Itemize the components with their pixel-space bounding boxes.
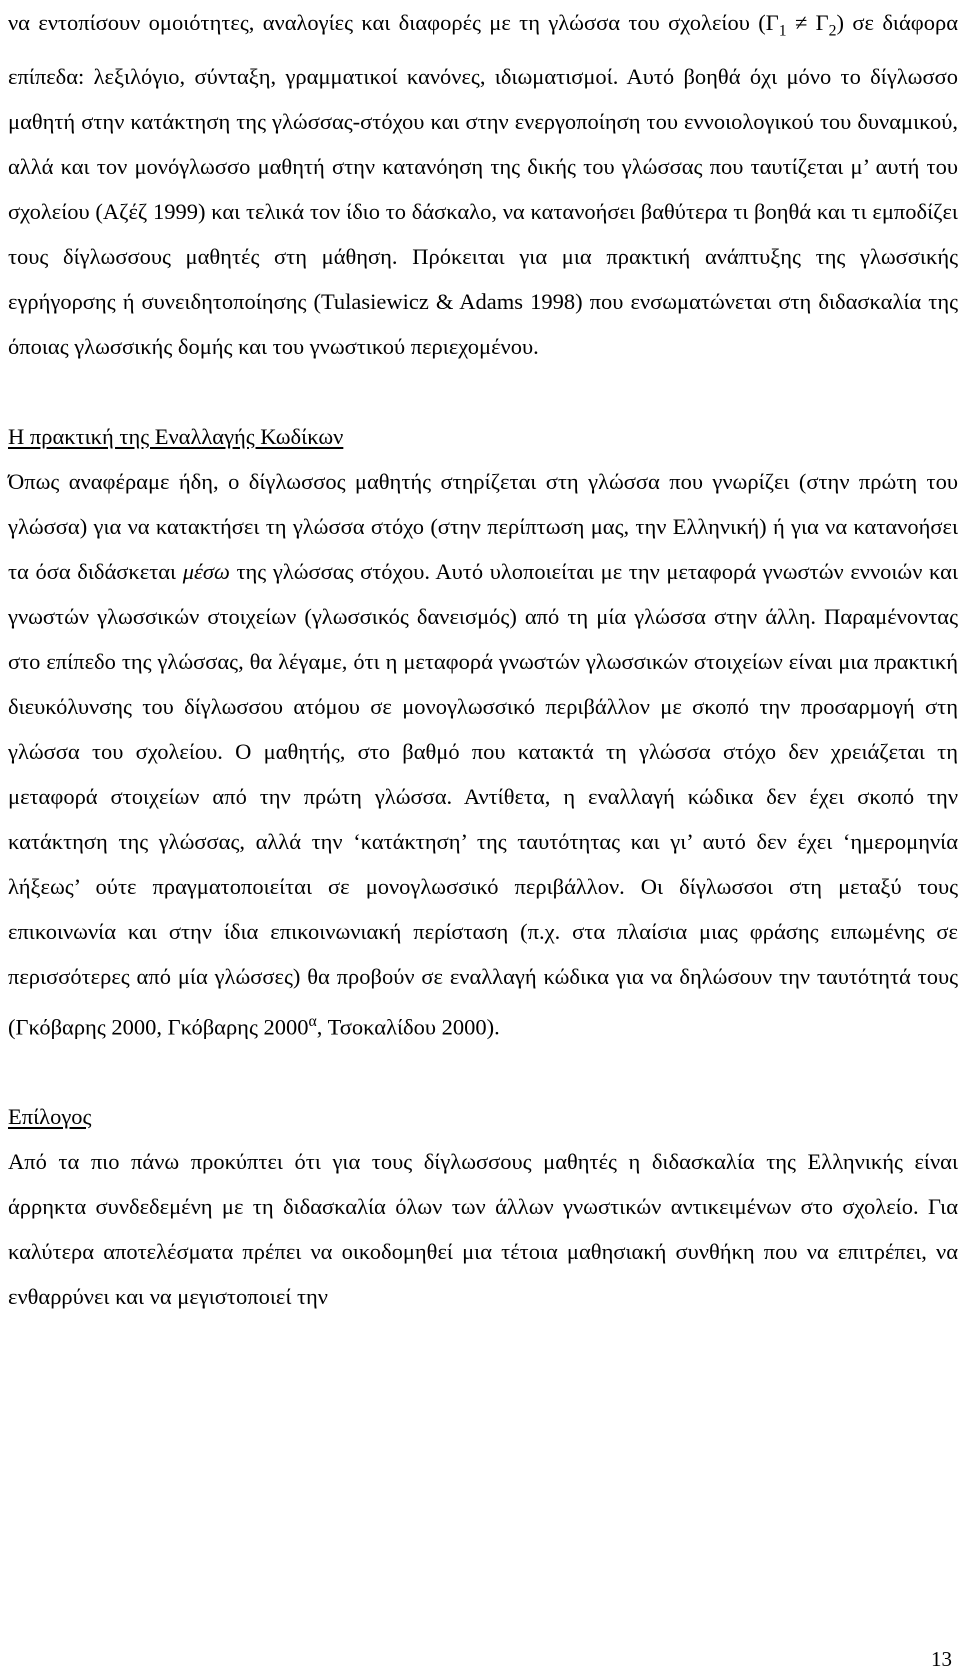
paragraph-intro-text-start: να εντοπίσουν ομοιότητες, αναλογίες και διαφορές με τη γλώσσα του σχολείου (Γ	[8, 10, 779, 35]
paragraph-code-switching-part2: της γλώσσας στόχου. Αυτό υλοποιείται με την μεταφορά γνωστών εννοιών και γνωστών γλωσσικών στοιχείων (γλωσσικός δανεισμός) από τη μία γλώσσα στην άλλη. Παραμένοντας στο επίπεδο της γλώσσας, θα λέγαμε, ότι η μεταφορά γνωστών γλωσσικών στοιχείων είναι μια πρακτική διευκόλυνσης του δίγλωσσου ατόμου σε μονογλωσσικό περιβάλλον με σκοπό την προσαρμογή στη γλώσσα του σχολείου. Ο μαθητής, στο βαθμό που κατακτά τη γλώσσα στόχο δεν χρειάζεται τη μεταφορά στοιχείων από την πρώτη γλώσσα. Αντίθετα, η εναλλαγή κώδικα δεν έχει σκοπό την κατάκτηση της γλώσσας, αλλά την ‘κατάκτηση’ της ταυτότητας και γι’ αυτό δεν έχει ‘ημερομηνία λήξεως’ ούτε πραγματοποιείται σε μονογλωσσικό περιβάλλον. Οι δίγλωσσοι στη μεταξύ τους επικοινωνία και στην ίδια επικοινωνιακή περίσταση (π.χ. στα πλαίσια μιας φράσης ειπωμένης σε περισσότερες από μία γλώσσες) θα προβούν σε εναλλαγή κώδικα για να δηλώσουν την ταυτότητά τους (Γκόβαρης 2000, Γκόβαρης 2000	[8, 558, 959, 1039]
section-heading-epilogue: Επίλογος	[8, 1104, 92, 1129]
subscript-2: 2	[828, 22, 837, 40]
paragraph-epilogue: Από τα πιο πάνω προκύπτει ότι για τους δίγλωσσους μαθητές η διδασκαλία της Ελληνικής είναι άρρηκτα συνδεδεμένη με τη διδασκαλία όλων των άλλων γνωστικών αντικειμένων στο σχολείο. Για καλύτερα αποτελέσματα πρέπει να οικοδομηθεί μια τέτοια μαθησιακή συνθήκη που να επιτρέπει, να ενθαρρύνει και να μεγιστοποιεί την	[8, 1149, 958, 1309]
section-heading-code-switching: Η πρακτική της Εναλλαγής Κωδίκων	[8, 423, 344, 449]
section-gap	[8, 369, 958, 414]
page-number: 13	[931, 1647, 952, 1671]
paragraph-code-switching-part1: Όπως αναφέραμε ήδη, ο δίγλωσσος μαθητής στηρίζεται στη γλώσσα που γνωρίζει (στην πρώτη του γλώσσα) για να κατακτήσει τη γλώσσα στόχο (στην περίπτωση μας, την Ελληνική) ή για να κατανοήσει τα όσα διδάσκεται	[8, 468, 958, 584]
not-equal-symbol: ≠	[794, 10, 808, 35]
subscript-1: 1	[778, 22, 787, 40]
paragraph-intro-text-rest: ) σε διάφορα επίπεδα: λεξιλόγιο, σύνταξη, γραμματικοί κανόνες, ιδιωματισμοί. Αυτό βοηθά όχι μόνο το δίγλωσσο μαθητή στην κατάκτηση της γλώσσας-στόχου και στην ενεργοποίηση του εννοιολογικού του δυναμικού, αλλά και τον μονόγλωσσο μαθητή στην κατανόηση της δικής του γλώσσας που ταυτίζεται μ’ αυτή του σχολείου (Αζέζ 1999) και τελικά τον ίδιο το δάσκαλο, να κατανοήσει βαθύτερα τι βοηθά και τι εμποδίζει τους δίγλωσσους μαθητές στη μάθηση. Πρόκειται για μια πρακτική ανάπτυξης της γλωσσικής εγρήγορσης ή συνειδητοποίησης (Tulasiewicz & Adams 1998) που ενσωματώνεται στη διδασκαλία της όποιας γλωσσικής δομής και του γνωστικού περιεχομένου.	[8, 10, 959, 359]
italic-word: μέσω	[182, 558, 230, 584]
paragraph-intro	[8, 0, 958, 369]
paragraph-code-switching	[8, 459, 958, 1050]
superscript-alpha: α	[308, 1012, 317, 1030]
document-page	[8, 0, 958, 1319]
section-gap	[8, 1049, 958, 1094]
gamma-symbol: Γ	[815, 10, 829, 35]
paragraph-code-switching-part3: , Τσοκαλίδου 2000).	[316, 1014, 500, 1039]
